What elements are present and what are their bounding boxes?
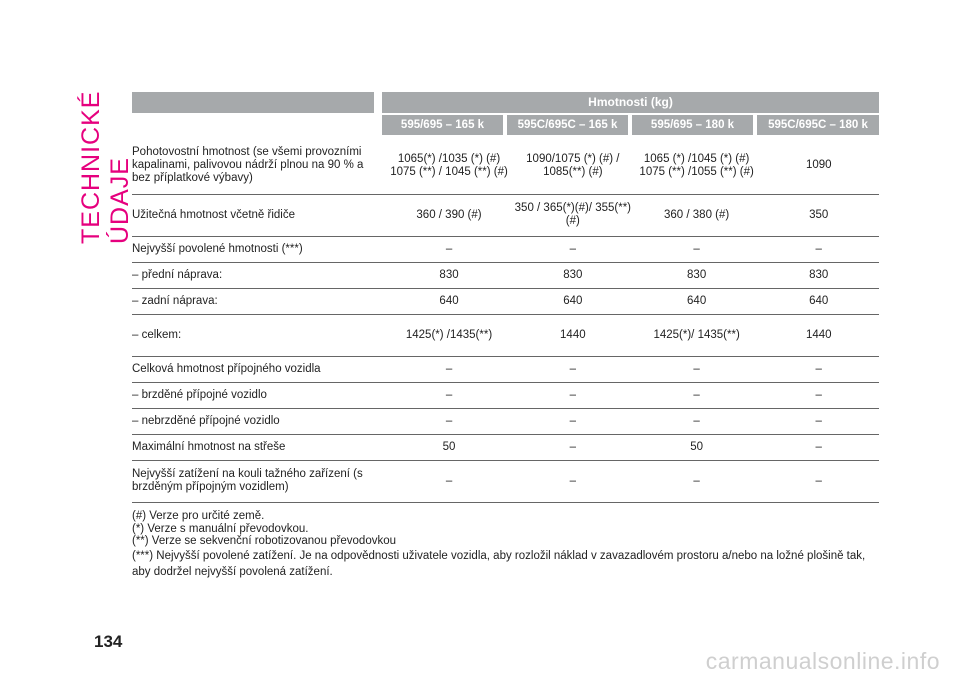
watermark: carmanualsonline.info: [705, 648, 940, 674]
cell-value: 830: [387, 262, 511, 288]
footnote: (**) Verze se sekvenční robotizovanou převodovkou: [132, 535, 397, 547]
cell-value: –: [758, 382, 879, 408]
row-label: – nebrzděné přípojné vozidlo: [132, 408, 387, 434]
cell-value: 640: [758, 288, 879, 314]
footnotes: [132, 510, 879, 580]
footnote: (#) Verze pro určité země.: [132, 510, 265, 522]
cell-value: 50: [635, 434, 759, 460]
cell-value: –: [635, 382, 759, 408]
cell-value: 50: [387, 434, 511, 460]
cell-value: 830: [511, 262, 635, 288]
cell-value: 360 / 390 (#): [387, 194, 511, 236]
cell-value: 350: [758, 194, 879, 236]
table-row: [132, 262, 879, 288]
row-label: Nejvyšší povolené hmotnosti (***): [132, 236, 387, 262]
cell-value: 640: [635, 288, 759, 314]
cell-value: 1425(*) /1435(**): [387, 314, 511, 356]
cell-value: –: [758, 356, 879, 382]
weights-table: [132, 138, 879, 503]
cell-value: –: [387, 460, 511, 502]
cell-value: –: [511, 460, 635, 502]
cell-value: –: [758, 434, 879, 460]
cell-value: 640: [387, 288, 511, 314]
table-row: [132, 460, 879, 502]
table-row: [132, 288, 879, 314]
cell-value: 360 / 380 (#): [635, 194, 759, 236]
table-row: [132, 382, 879, 408]
row-label: Celková hmotnost přípojného vozidla: [132, 356, 387, 382]
table-group-header: Hmotnosti (kg): [382, 92, 879, 113]
column-header: 595/695 – 180 k: [632, 115, 753, 135]
column-header-blank: [132, 115, 374, 135]
cell-value: 1440: [511, 314, 635, 356]
cell-value: –: [511, 356, 635, 382]
table-row: [132, 194, 879, 236]
cell-value: 830: [758, 262, 879, 288]
cell-value: –: [758, 236, 879, 262]
cell-value: 640: [511, 288, 635, 314]
cell-value: 1090/1075 (*) (#) / 1085(**) (#): [511, 138, 635, 194]
cell-value: –: [511, 382, 635, 408]
cell-value: –: [635, 356, 759, 382]
cell-value: –: [511, 408, 635, 434]
column-header: 595C/695C – 180 k: [757, 115, 879, 135]
cell-value: 1440: [758, 314, 879, 356]
cell-value: –: [387, 236, 511, 262]
table-row: [132, 356, 879, 382]
cell-value: –: [635, 408, 759, 434]
footnote: (***) Nejvyšší povolené zatížení. Je na odpovědnosti uživatele vozidla, aby rozložil náklad v zavazadlovém prostoru a/nebo na ložné plošině tak, aby dodržel nejvyšší povolená zatížení.: [132, 549, 866, 578]
cell-value: –: [758, 408, 879, 434]
row-label: – přední náprava:: [132, 262, 387, 288]
column-header: 595C/695C – 165 k: [507, 115, 628, 135]
table-row: [132, 236, 879, 262]
table-row: [132, 138, 879, 194]
cell-value: –: [387, 382, 511, 408]
cell-value: –: [511, 434, 635, 460]
cell-value: 1065 (*) /1045 (*) (#) 1075 (**) /1055 (**) (#): [635, 138, 759, 194]
table-row: [132, 314, 879, 356]
cell-value: 1090: [758, 138, 879, 194]
page-number: 134: [94, 632, 123, 651]
row-label: Pohotovostní hmotnost (se všemi provozními kapalinami, palivovou nádrží plnou na 90 % a bez příplatkové výbavy): [132, 138, 387, 194]
cell-value: –: [511, 236, 635, 262]
row-label: – celkem:: [132, 314, 387, 356]
row-label: – brzděné přípojné vozidlo: [132, 382, 387, 408]
column-header: 595/695 – 165 k: [382, 115, 503, 135]
cell-value: 830: [635, 262, 759, 288]
row-label: Užitečná hmotnost včetně řidiče: [132, 194, 387, 236]
table-header-blank: [132, 92, 374, 113]
row-label: – zadní náprava:: [132, 288, 387, 314]
cell-value: –: [635, 460, 759, 502]
table-row: [132, 408, 879, 434]
table-row: [132, 434, 879, 460]
cell-value: 1425(*)/ 1435(**): [635, 314, 759, 356]
cell-value: 350 / 365(*)(#)/ 355(**) (#): [511, 194, 635, 236]
row-label: Nejvyšší zatížení na kouli tažného zařízení (s brzděným přípojným vozidlem): [132, 460, 387, 502]
cell-value: –: [635, 236, 759, 262]
row-label: Maximální hmotnost na střeše: [132, 434, 387, 460]
footnote: (*) Verze s manuální převodovkou.: [132, 522, 309, 535]
section-title: TECHNICKÉ ÚDAJE: [77, 90, 134, 244]
cell-value: –: [758, 460, 879, 502]
cell-value: 1065(*) /1035 (*) (#) 1075 (**) / 1045 (**) (#): [387, 138, 511, 194]
cell-value: –: [387, 356, 511, 382]
cell-value: –: [387, 408, 511, 434]
